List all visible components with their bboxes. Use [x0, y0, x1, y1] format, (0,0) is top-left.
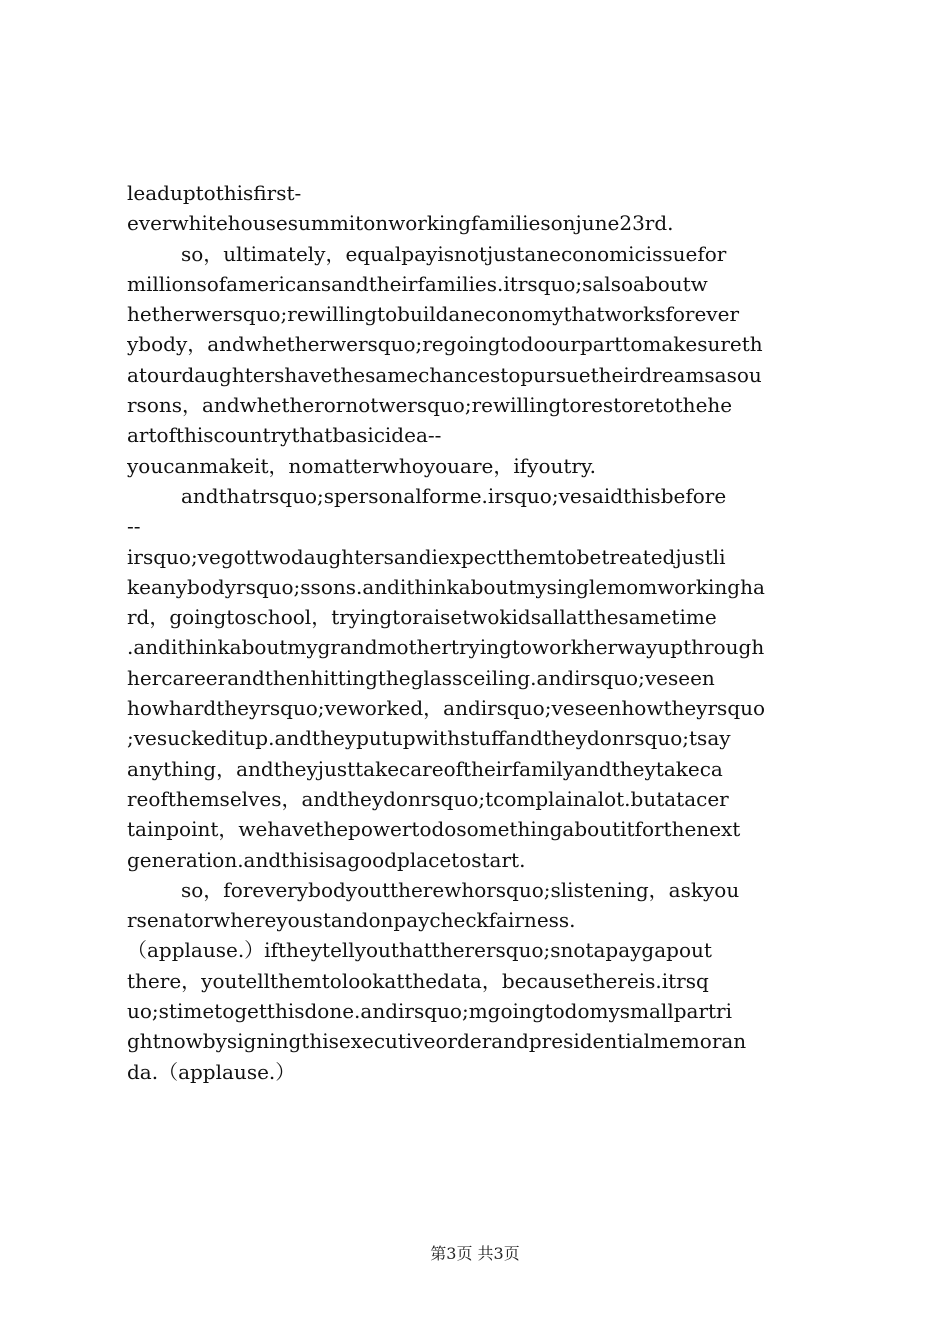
body-text [127, 178, 833, 1087]
text-line: da.（applause.） [127, 1059, 296, 1084]
text-line: so，ultimately，equalpayisnotjustaneconomicissuefor [181, 241, 727, 266]
text-line: ghtnowbysigningthisexecutiveorderandpresidentialmemoran [127, 1029, 747, 1054]
text-line: anything，andtheyjusttakecareoftheirfamilyandtheytakeca [127, 756, 723, 781]
text-line: rd，goingtoschool，tryingtoraisetwokidsallatthesametime [127, 605, 717, 630]
text-line: rsons，andwhetherornotwersquo;rewillingtorestoretothehe [127, 393, 733, 418]
text-line: leaduptothisfirst- [127, 181, 302, 205]
text-line: so，foreverybodyouttherewhorsquo;slistening，askyou [181, 877, 740, 902]
text-line: reofthemselves，andtheydonrsquo;tcomplainalot.butatacer [127, 786, 729, 811]
text-line: tainpoint，wehavethepowertodosomethingaboutitforthenext [127, 817, 741, 842]
text-line: andthatrsquo;spersonalforme.irsquo;vesaidthisbefore [181, 483, 727, 508]
text-line: ;vesuckeditup.andtheyputupwithstuffandtheydonrsquo;tsay [127, 726, 731, 751]
text-line: keanybodyrsquo;ssons.andithinkaboutmysinglemomworkingha [127, 574, 765, 599]
text-line: irsquo;vegottwodaughtersandiexpectthemtobetreatedjustli [127, 544, 726, 569]
text-line: uo;stimetogetthisdone.andirsquo;mgoingtodomysmallpartri [127, 999, 732, 1024]
text-line: .andithinkaboutmygrandmothertryingtoworkherwayupthrough [127, 635, 765, 660]
page-footer: 第3页 共3页 [430, 1244, 520, 1263]
text-line: ybody，andwhetherwersquo;regoingtodoourparttomakesureth [127, 332, 763, 357]
text-line: youcanmakeit，nomatterwhoyouare，ifyoutry. [127, 453, 596, 478]
text-line: howhardtheyrsquo;veworked，andirsquo;veseenhowtheyrsquo [127, 696, 766, 721]
text-line: hercareerandthenhittingtheglassceiling.andirsquo;veseen [127, 665, 715, 690]
text-line: rsenatorwhereyoustandonpaycheckfairness. [127, 908, 576, 933]
text-line: （applause.）iftheytellyouthattherersquo;snotapaygapout [127, 938, 712, 963]
text-line: everwhitehousesummitonworkingfamiliesonjune23rd. [127, 211, 674, 236]
text-line: generation.andthisisagoodplacetostart. [127, 847, 526, 872]
text-line: atourdaughtershavethesamechancestopursuetheirdreamsasou [127, 362, 762, 387]
text-line: there，youtellthemtolookatthedata，becausethereis.itrsq [127, 968, 709, 993]
text-line: hetherwersquo;rewillingtobuildaneconomythatworksforever [127, 302, 740, 327]
text-line: artofthiscountrythatbasicidea-- [127, 423, 442, 448]
text-line: -- [127, 514, 141, 539]
text-line: millionsofamericansandtheirfamilies.itrsquo;salsoaboutw [127, 271, 708, 296]
